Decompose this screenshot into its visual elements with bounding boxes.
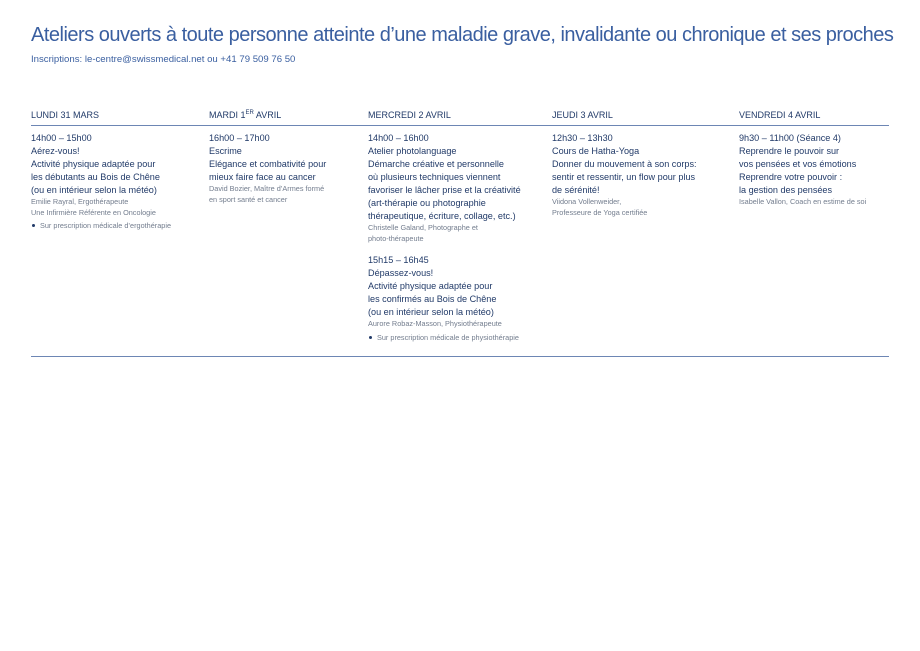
workshop-slot	[368, 254, 521, 343]
slot-facilitator: Aurore Robaz-Masson, Physiothérapeute	[368, 319, 502, 328]
bullet-icon	[369, 336, 372, 339]
slot-time: 15h15 – 16h45	[368, 255, 429, 265]
slot-time: 14h00 – 15h00	[31, 133, 92, 143]
workshop-slot	[739, 132, 866, 208]
slot-description-line: Activité physique adaptée pour	[31, 159, 156, 169]
slot-time: 14h00 – 16h00	[368, 133, 429, 143]
day-header: JEUDI 3 AVRIL	[552, 110, 613, 120]
workshop-slot	[368, 132, 521, 244]
slot-description-line: (ou en intérieur selon la météo)	[31, 185, 157, 195]
slot-description-line: Elégance et combativité pour	[209, 159, 327, 169]
day-column-wednesday	[368, 110, 521, 353]
slot-facilitator: David Bozier, Maître d’Armes formé	[209, 184, 325, 193]
workshop-slot	[31, 132, 171, 231]
day-column-monday	[31, 110, 171, 241]
slot-description-line: Aérez-vous!	[31, 146, 80, 156]
slot-description-line: favoriser le lâcher prise et la créativité	[368, 185, 521, 195]
day-header-ordinal: ER	[245, 110, 254, 116]
page-title: Ateliers ouverts à toute personne atteinte d’une maladie grave, invalidante ou chronique et ses proches	[31, 24, 894, 46]
slot-description-line: la gestion des pensées	[739, 185, 833, 195]
slot-description-line: de sérénité!	[552, 185, 600, 195]
day-header-month: AVRIL	[253, 110, 282, 120]
day-header-main: MARDI 1	[209, 110, 246, 120]
slot-description-line: Démarche créative et personnelle	[368, 159, 504, 169]
slot-facilitator: Emilie Rayral, Ergothérapeute	[31, 197, 129, 206]
slot-facilitator: Viidona Vollenweider,	[552, 197, 622, 206]
day-header	[209, 110, 326, 125]
slot-facilitator: Professeure de Yoga certifiée	[552, 207, 648, 217]
slot-description-line: vos pensées et vos émotions	[739, 159, 857, 169]
slot-time: 16h00 – 17h00	[209, 133, 270, 143]
slot-description-line: Atelier photolanguage	[368, 146, 457, 156]
workshop-slot	[209, 132, 326, 205]
workshop-slot	[552, 132, 697, 218]
weekly-schedule	[31, 110, 889, 358]
slot-description-line: Reprendre votre pouvoir :	[739, 172, 843, 182]
registration-info: Inscriptions: le-centre@swissmedical.net ou +41 79 509 76 50	[31, 54, 296, 65]
slot-description-line: (ou en intérieur selon la météo)	[368, 307, 494, 317]
slot-facilitator: Christelle Galand, Photographe et	[368, 223, 478, 232]
day-column-thursday	[552, 110, 697, 228]
day-header: VENDREDI 4 AVRIL	[739, 110, 821, 120]
slot-facilitator: Une Infirmière Référente en Oncologie	[31, 207, 156, 217]
slot-description-line: Cours de Hatha-Yoga	[552, 146, 640, 156]
slot-description-line: sentir et ressentir, un flow pour plus	[552, 172, 696, 182]
bullet-icon	[32, 224, 35, 227]
slot-note	[368, 330, 521, 343]
slot-description-line: thérapeutique, écriture, collage, etc.)	[368, 211, 516, 221]
slot-description-line: mieux faire face au cancer	[209, 172, 316, 182]
slot-facilitator: en sport santé et cancer	[209, 194, 288, 204]
day-header: LUNDI 31 MARS	[31, 110, 100, 120]
day-header: MERCREDI 2 AVRIL	[368, 110, 451, 120]
slot-description-line: Reprendre le pouvoir sur	[739, 146, 840, 156]
slot-time: 12h30 – 13h30	[552, 133, 613, 143]
slot-description-line: les confirmés au Bois de Chêne	[368, 294, 497, 304]
slot-description-line: où plusieurs techniques viennent	[368, 172, 501, 182]
slot-facilitator: photo-thérapeute	[368, 233, 424, 243]
slot-description-line: Dépassez-vous!	[368, 268, 434, 278]
slot-description-line: les débutants au Bois de Chêne	[31, 172, 160, 182]
day-column-tuesday	[209, 110, 326, 215]
footer-divider	[31, 356, 889, 357]
slot-note-text: Sur prescription médicale d’ergothérapie	[40, 221, 172, 230]
slot-note-text: Sur prescription médicale de physiothérapie	[377, 332, 519, 342]
slot-time: 9h30 – 11h00 (Séance 4)	[739, 133, 841, 143]
slot-description-line: Escrime	[209, 146, 242, 156]
slot-description-line: Donner du mouvement à son corps:	[552, 159, 697, 169]
slot-facilitator: Isabelle Vallon, Coach en estime de soi	[739, 197, 867, 206]
slot-description-line: (art-thérapie ou photographie	[368, 198, 486, 208]
day-column-friday	[739, 110, 866, 218]
slot-description-line: Activité physique adaptée pour	[368, 281, 493, 291]
slot-note	[31, 218, 171, 231]
